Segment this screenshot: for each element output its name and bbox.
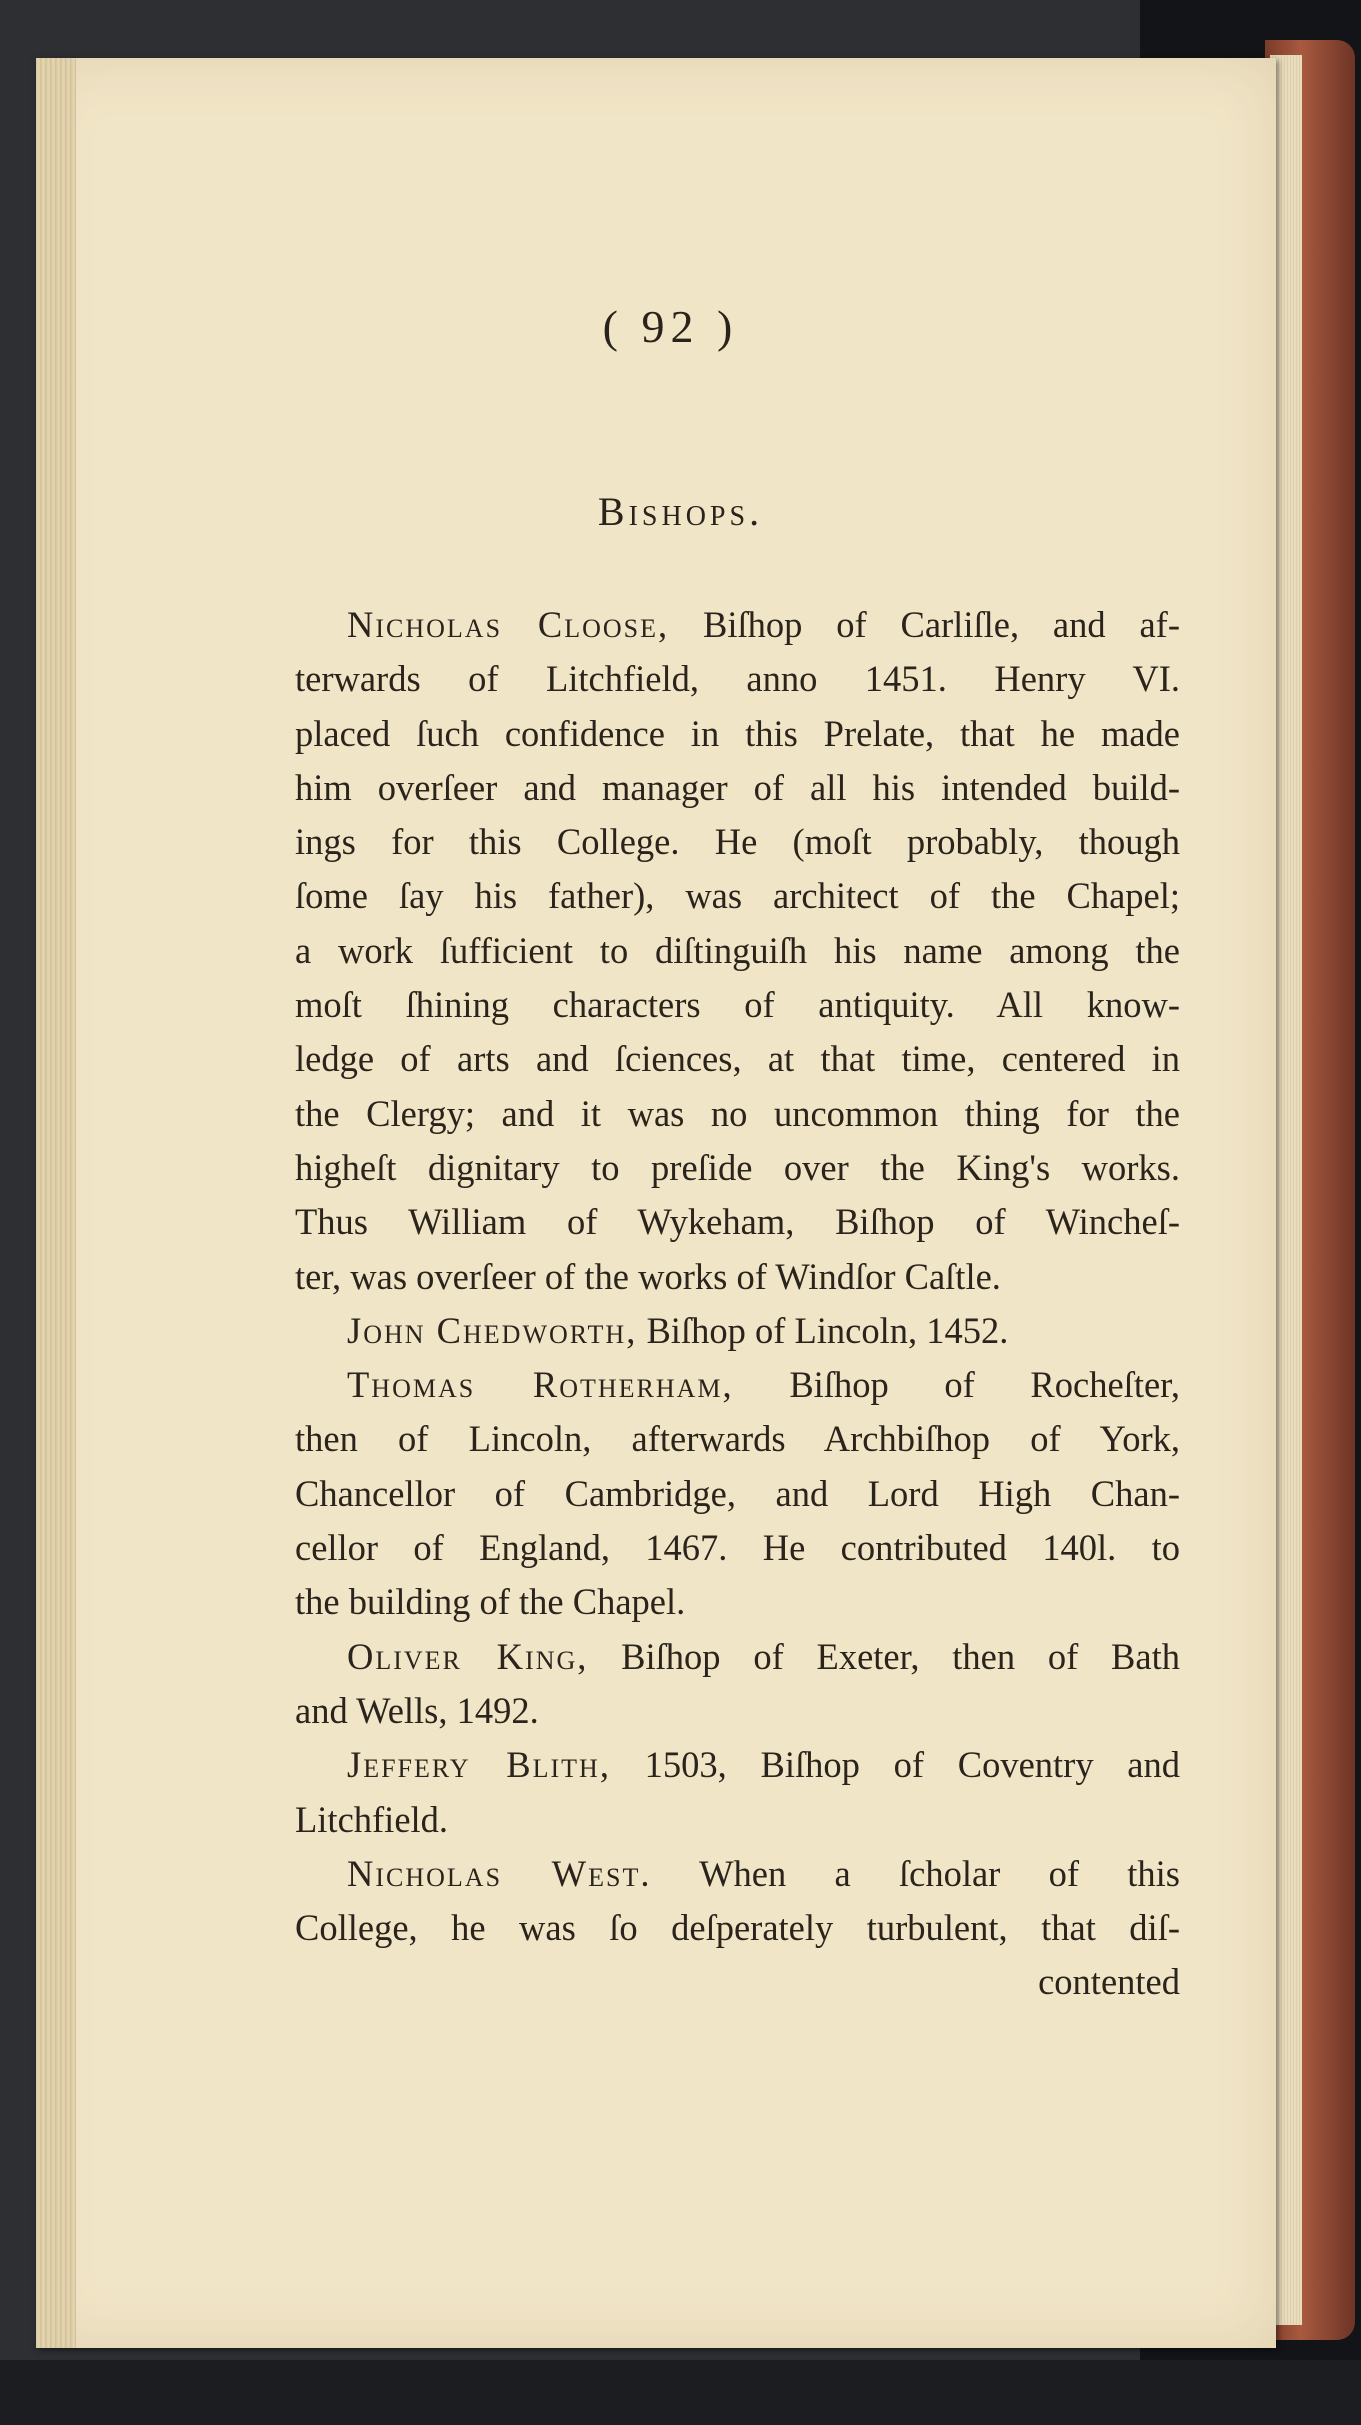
person-name: John Chedworth, (347, 1309, 638, 1351)
person-name: Thomas Rotherham, (347, 1364, 734, 1406)
text-line: cellor of England, 1467. He contributed 140l. to (295, 1527, 1180, 1569)
text-line: College, he was ſo deſperately turbulent, that diſ- (295, 1907, 1180, 1949)
text-line: ſome ſay his father), was architect of the Chapel; (295, 875, 1180, 917)
text-line: Nicholas Cloose, Biſhop of Carliſle, and af- (347, 604, 1180, 645)
person-name: Oliver King, (347, 1635, 589, 1677)
body-text (295, 598, 1180, 2010)
text-line: placed ſuch confidence in this Prelate, that he made (295, 712, 1180, 754)
text-line: Thus William of Wykeham, Biſhop of Wincheſ- (295, 1201, 1180, 1243)
text-line: Nicholas West. When a ſcholar of this (347, 1852, 1181, 1894)
text-line: then of Lincoln, afterwards Archbiſhop of York, (295, 1418, 1180, 1460)
person-name: Jeffery Blith, (347, 1744, 611, 1786)
catchword: contented (1038, 1961, 1180, 2003)
text-line: and Wells, 1492. (295, 1689, 539, 1731)
text-line: moſt ſhining characters of antiquity. All know- (295, 984, 1180, 1026)
person-name: Nicholas Cloose, (347, 604, 670, 645)
page-number: ( 92 ) (602, 301, 739, 352)
text-line: terwards of Litchfield, anno 1451. Henry VI. (295, 658, 1180, 700)
text-line: the Clergy; and it was no uncommon thing for the (295, 1092, 1180, 1134)
text-line: higheſt dignitary to preſide over the King's works. (295, 1146, 1180, 1188)
text-line: Oliver King, Biſhop of Exeter, then of Bath (347, 1635, 1180, 1677)
text-line: ter, was overſeer of the works of Windſor Caſtle. (295, 1255, 1001, 1297)
text-line: the building of the Chapel. (295, 1581, 686, 1623)
page-gutter (36, 58, 76, 2348)
text-line: Thomas Rotherham, Biſhop of Rocheſter, (347, 1364, 1180, 1406)
section-heading: Bishops. (597, 489, 764, 534)
text-line: ings for this College. He (moſt probably, though (295, 821, 1180, 863)
dark-background-bottom (0, 2360, 1361, 2425)
text-line: John Chedworth, Biſhop of Lincoln, 1452. (347, 1309, 1009, 1351)
text-line: Chancellor of Cambridge, and Lord High Chan- (295, 1472, 1180, 1514)
person-name: Nicholas West. (347, 1852, 652, 1894)
text-line: him overſeer and manager of all his intended build- (295, 766, 1180, 808)
text-line: a work ſufficient to diſtinguiſh his name among the (295, 929, 1180, 971)
text-line: Litchfield. (295, 1798, 449, 1840)
text-line: ledge of arts and ſciences, at that time, centered in (295, 1038, 1180, 1080)
text-line: Jeffery Blith, 1503, Biſhop of Coventry and (347, 1744, 1180, 1786)
